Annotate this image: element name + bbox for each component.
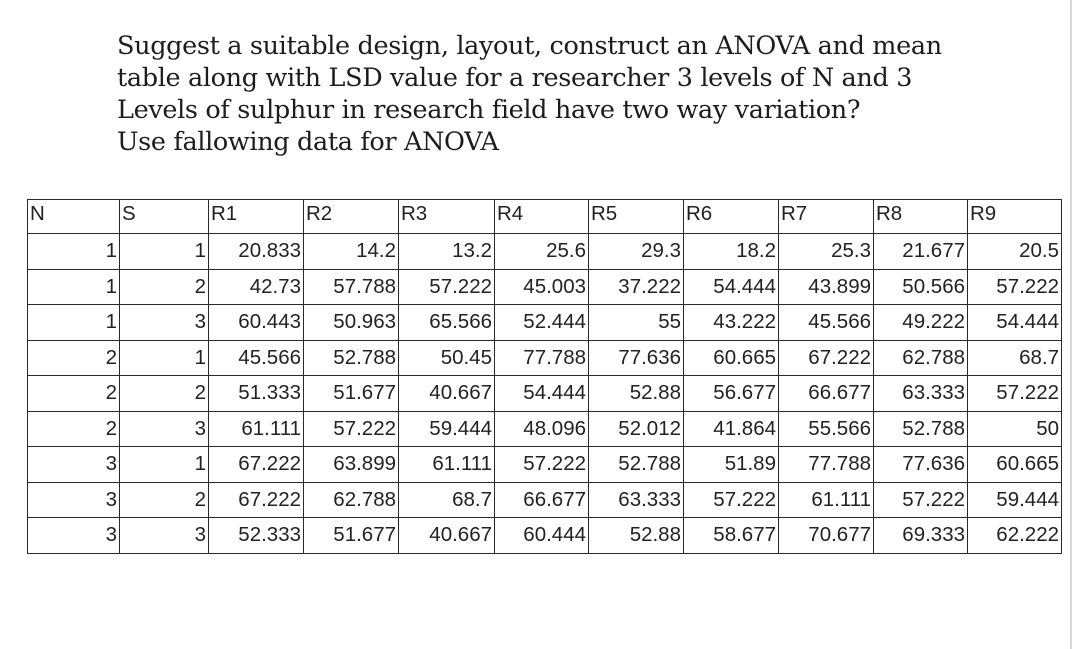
table-cell: 52.88 bbox=[589, 376, 684, 412]
table-row bbox=[28, 234, 1062, 270]
table-cell: 48.096 bbox=[495, 411, 589, 447]
table-cell: 54.444 bbox=[495, 376, 589, 412]
column-header-r8: R8 bbox=[874, 200, 968, 234]
table-cell: 61.111 bbox=[399, 447, 495, 483]
table-cell: 41.864 bbox=[684, 411, 779, 447]
table-cell: 66.677 bbox=[779, 376, 874, 412]
table-cell: 40.667 bbox=[399, 518, 495, 554]
table-cell: 67.222 bbox=[209, 482, 304, 518]
table-cell: 45.566 bbox=[209, 340, 304, 376]
question-text bbox=[117, 30, 942, 158]
table-cell: 57.222 bbox=[684, 482, 779, 518]
table-cell: 52.012 bbox=[589, 411, 684, 447]
table-cell: 54.444 bbox=[684, 269, 779, 305]
table-cell: 42.73 bbox=[209, 269, 304, 305]
table-cell: 59.444 bbox=[968, 482, 1062, 518]
table-cell: 37.222 bbox=[589, 269, 684, 305]
table-cell: 52.333 bbox=[209, 518, 304, 554]
table-cell: 59.444 bbox=[399, 411, 495, 447]
table-row bbox=[28, 482, 1062, 518]
table-cell: 57.222 bbox=[304, 411, 399, 447]
question-line: Levels of sulphur in research field have two way variation? bbox=[117, 95, 861, 125]
table-cell: 51.677 bbox=[304, 376, 399, 412]
table-cell: 55 bbox=[589, 305, 684, 341]
table-cell: 61.111 bbox=[779, 482, 874, 518]
table-cell: 66.677 bbox=[495, 482, 589, 518]
table-cell: 57.222 bbox=[399, 269, 495, 305]
table-row bbox=[28, 305, 1062, 341]
column-header-r6: R6 bbox=[684, 200, 779, 234]
table-cell: 68.7 bbox=[968, 340, 1062, 376]
table-cell: 1 bbox=[28, 234, 120, 270]
column-header-s: S bbox=[120, 200, 209, 234]
table-cell: 2 bbox=[120, 482, 209, 518]
table-cell: 68.7 bbox=[399, 482, 495, 518]
table-cell: 57.788 bbox=[304, 269, 399, 305]
column-header-r7: R7 bbox=[779, 200, 874, 234]
table-cell: 51.333 bbox=[209, 376, 304, 412]
question-line: table along with LSD value for a researcher 3 levels of N and 3 bbox=[117, 63, 913, 93]
table-cell: 2 bbox=[28, 411, 120, 447]
column-header-r5: R5 bbox=[589, 200, 684, 234]
table-cell: 1 bbox=[120, 234, 209, 270]
table-cell: 25.3 bbox=[779, 234, 874, 270]
table-row bbox=[28, 518, 1062, 554]
table-cell: 63.333 bbox=[589, 482, 684, 518]
table-cell: 1 bbox=[28, 269, 120, 305]
table-cell: 77.788 bbox=[495, 340, 589, 376]
table-cell: 3 bbox=[28, 518, 120, 554]
table-cell: 50.45 bbox=[399, 340, 495, 376]
table-row bbox=[28, 269, 1062, 305]
table-cell: 57.222 bbox=[874, 482, 968, 518]
table-cell: 61.111 bbox=[209, 411, 304, 447]
table-cell: 67.222 bbox=[779, 340, 874, 376]
table-cell: 2 bbox=[28, 376, 120, 412]
table-cell: 51.89 bbox=[684, 447, 779, 483]
table-cell: 63.899 bbox=[304, 447, 399, 483]
table-cell: 57.222 bbox=[968, 269, 1062, 305]
table-cell: 55.566 bbox=[779, 411, 874, 447]
table-cell: 60.444 bbox=[495, 518, 589, 554]
table-cell: 69.333 bbox=[874, 518, 968, 554]
table-cell: 70.677 bbox=[779, 518, 874, 554]
table-cell: 62.222 bbox=[968, 518, 1062, 554]
table-cell: 18.2 bbox=[684, 234, 779, 270]
table-cell: 52.788 bbox=[874, 411, 968, 447]
data-table bbox=[27, 199, 1062, 554]
table-cell: 77.636 bbox=[874, 447, 968, 483]
table-cell: 3 bbox=[120, 305, 209, 341]
table-cell: 77.788 bbox=[779, 447, 874, 483]
table-cell: 63.333 bbox=[874, 376, 968, 412]
table-cell: 40.667 bbox=[399, 376, 495, 412]
table-cell: 20.833 bbox=[209, 234, 304, 270]
table-cell: 57.222 bbox=[968, 376, 1062, 412]
column-header-r4: R4 bbox=[495, 200, 589, 234]
table-cell: 25.6 bbox=[495, 234, 589, 270]
table-cell: 51.677 bbox=[304, 518, 399, 554]
table-cell: 62.788 bbox=[304, 482, 399, 518]
question-line: Use fallowing data for ANOVA bbox=[117, 127, 499, 157]
table-cell: 52.444 bbox=[495, 305, 589, 341]
table-cell: 52.788 bbox=[589, 447, 684, 483]
table-row bbox=[28, 411, 1062, 447]
column-header-n: N bbox=[28, 200, 120, 234]
table-cell: 2 bbox=[120, 376, 209, 412]
table-cell: 52.788 bbox=[304, 340, 399, 376]
table-cell: 50.566 bbox=[874, 269, 968, 305]
table-cell: 45.566 bbox=[779, 305, 874, 341]
table-cell: 56.677 bbox=[684, 376, 779, 412]
question-line: Suggest a suitable design, layout, construct an ANOVA and mean bbox=[117, 31, 942, 61]
table-cell: 49.222 bbox=[874, 305, 968, 341]
table-cell: 1 bbox=[120, 340, 209, 376]
table-cell: 14.2 bbox=[304, 234, 399, 270]
table-cell: 43.899 bbox=[779, 269, 874, 305]
table-cell: 1 bbox=[28, 305, 120, 341]
table-cell: 65.566 bbox=[399, 305, 495, 341]
table-cell: 57.222 bbox=[495, 447, 589, 483]
column-header-r2: R2 bbox=[304, 200, 399, 234]
table-cell: 60.665 bbox=[684, 340, 779, 376]
table-cell: 58.677 bbox=[684, 518, 779, 554]
column-header-r9: R9 bbox=[968, 200, 1062, 234]
table-cell: 2 bbox=[28, 340, 120, 376]
table-cell: 52.88 bbox=[589, 518, 684, 554]
table-cell: 60.443 bbox=[209, 305, 304, 341]
table-cell: 43.222 bbox=[684, 305, 779, 341]
table-cell: 54.444 bbox=[968, 305, 1062, 341]
header-row bbox=[28, 200, 1062, 234]
table-cell: 45.003 bbox=[495, 269, 589, 305]
table-cell: 3 bbox=[28, 447, 120, 483]
table-cell: 29.3 bbox=[589, 234, 684, 270]
column-header-r1: R1 bbox=[209, 200, 304, 234]
table-cell: 2 bbox=[120, 269, 209, 305]
table-row bbox=[28, 447, 1062, 483]
table-cell: 62.788 bbox=[874, 340, 968, 376]
table-cell: 13.2 bbox=[399, 234, 495, 270]
table-row bbox=[28, 376, 1062, 412]
table-cell: 50 bbox=[968, 411, 1062, 447]
table-cell: 1 bbox=[120, 447, 209, 483]
table-cell: 21.677 bbox=[874, 234, 968, 270]
table-row bbox=[28, 340, 1062, 376]
table-cell: 3 bbox=[120, 518, 209, 554]
table-cell: 3 bbox=[28, 482, 120, 518]
table-cell: 3 bbox=[120, 411, 209, 447]
column-header-r3: R3 bbox=[399, 200, 495, 234]
table-cell: 50.963 bbox=[304, 305, 399, 341]
table-cell: 67.222 bbox=[209, 447, 304, 483]
table-cell: 20.5 bbox=[968, 234, 1062, 270]
table-cell: 77.636 bbox=[589, 340, 684, 376]
table-cell: 60.665 bbox=[968, 447, 1062, 483]
